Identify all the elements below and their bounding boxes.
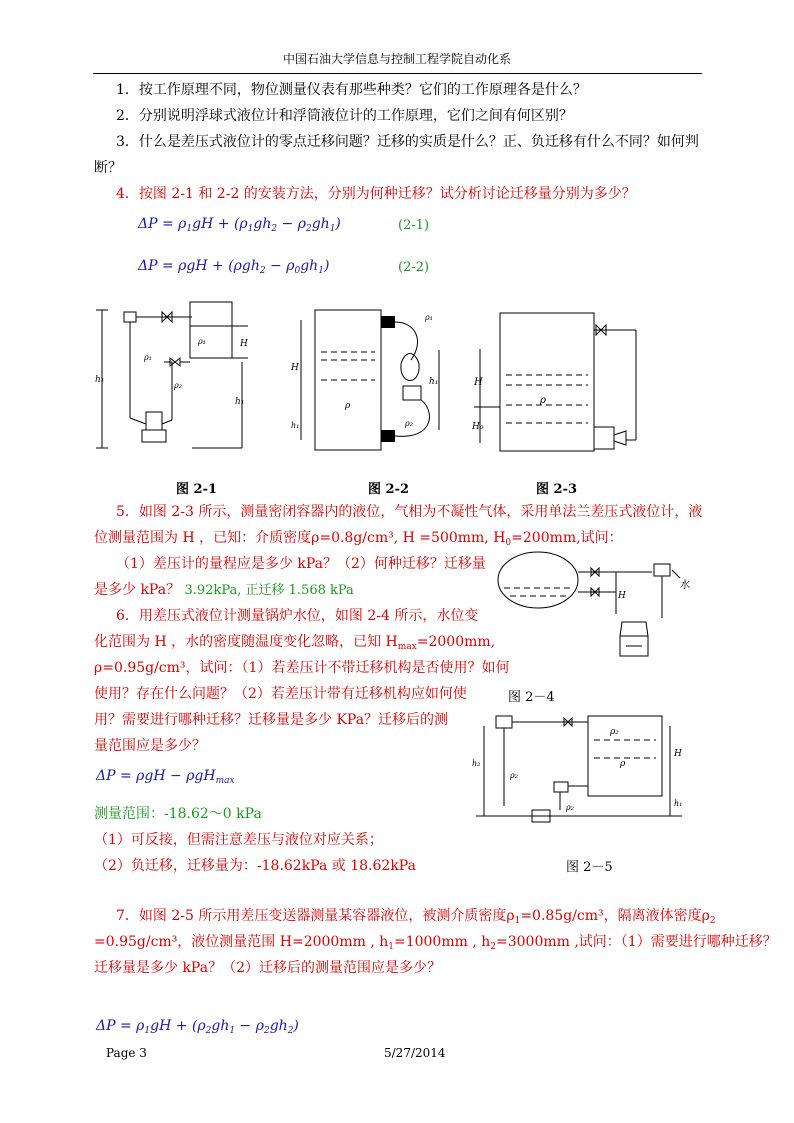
figure-2-1-diagram — [92, 300, 262, 460]
svg-text:H: H — [674, 749, 682, 759]
equation-2-1-label: (2-1) — [398, 218, 430, 233]
figure-2-4-diagram — [496, 548, 696, 678]
figure-2-4-water-label: 水 — [680, 580, 690, 591]
question-6-answer-1: （1）可反接，但需注意差压与液位对应关系； — [94, 832, 383, 848]
question-5-line3: （1）差压计的量程应是多少 kPa？（2）何种迁移？迁移量 — [116, 556, 486, 572]
svg-text:H: H — [240, 339, 248, 349]
question-6-line4: 使用？存在什么问题？（2）若差压计带有迁移机构应如何使 — [94, 686, 467, 702]
question-6-range: 测量范围：-18.62～0 kPa — [94, 806, 262, 822]
question-6-line3: ρ=0.95g/cm³，试问：（1）若差压计不带迁移机构是否使用？如何 — [94, 660, 510, 676]
question-2: 2．分别说明浮球式液位计和浮筒液位计的工作原理，它们之间有何区别？ — [116, 108, 573, 124]
question-1: 1．按工作原理不同，物位测量仪表有那些种类？它们的工作原理各是什么？ — [116, 82, 587, 98]
svg-text:ρ: ρ — [620, 759, 626, 769]
svg-text:h₁: h₁ — [95, 375, 105, 385]
svg-text:ρ: ρ — [540, 395, 546, 406]
svg-text:h₁: h₁ — [674, 799, 683, 808]
svg-text:ρ₂: ρ₂ — [510, 771, 518, 780]
equation-2-1: $\Delta P = \rho_1gH + (\rho_1gh_2 - \rho_2gh_1)$ — [138, 216, 341, 234]
question-7-line3: 迁移量是多少 kPa？（2）迁移后的测量范围应是多少？ — [94, 960, 441, 976]
figure-2-2-diagram — [285, 300, 455, 460]
svg-text:ρ₂: ρ₂ — [405, 419, 413, 428]
figure-2-4-caption: 图 2－4 — [508, 690, 555, 705]
question-5-answer: 3.92kPa, 正迁移 1.568 kPa — [184, 583, 354, 598]
question-3-line1: 3．什么是差压式液位计的零点迁移问题？迁移的实质是什么？正、负迁移有什么不同？如何判 — [116, 134, 699, 150]
footer-date: 5/27/2014 — [384, 1046, 446, 1060]
question-5-line1: 5．如图 2-3 所示，测量密闭容器内的液位，气相为不凝性气体，采用单法兰差压式液位计，液 — [116, 504, 703, 520]
question-6-answer-2: （2）负迁移，迁移量为：-18.62kPa 或 18.62kPa — [94, 858, 416, 874]
svg-text:H: H — [291, 363, 299, 373]
svg-text:h₁: h₁ — [429, 377, 439, 387]
question-5-line4: 是多少 kPa？ 3.92kPa, 正迁移 1.568 kPa — [94, 582, 354, 598]
question-6-line2: 化范围为 H ，水的密度随温度变化忽略，已知 $H_{max}=2000mm$, — [94, 634, 496, 652]
question-5-line2: 位测量范围为 H ，已知：介质密度ρ=0.8g/cm³, H =500mm, $H_0=200mm$,试问： — [94, 530, 623, 548]
svg-text:ρ₂: ρ₂ — [610, 727, 619, 737]
svg-text:ρ₂: ρ₂ — [174, 381, 182, 390]
svg-text:H: H — [618, 591, 626, 601]
question-6-line6: 量范围应是多少？ — [94, 738, 206, 754]
footer-page: Page 3 — [106, 1046, 147, 1060]
svg-text:h₁: h₁ — [291, 421, 300, 430]
equation-q7: $\Delta P = \rho_1gH + (\rho_2gh_1 - \rho_2gh_2)$ — [96, 1018, 299, 1036]
question-7-line1: 7．如图 2-5 所示用差压变送器测量某容器液位，被测介质密度$\rho_1=0.85g$/cm³，隔离液体密度$\rho_2$ — [116, 908, 716, 926]
figure-2-1-caption: 图 2-1 — [176, 482, 218, 497]
question-6-line5: 用？需要进行哪种迁移？迁移量是多少 KPa？迁移后的测 — [94, 712, 449, 728]
page-header: 中国石油大学信息与控制工程学院自动化系 — [282, 52, 511, 66]
question-6-line1: 6．用差压式液位计测量锅炉水位，如图 2-4 所示，水位变 — [116, 608, 479, 624]
figure-2-3-caption: 图 2-3 — [536, 482, 578, 497]
equation-2-2: $\Delta P = \rho gH + (\rho gh_2 - \rho_0gh_1)$ — [138, 258, 330, 276]
svg-text:H: H — [474, 377, 483, 388]
equation-q6: ΔP = ρgH − ρgH$_{max}$ — [96, 768, 235, 786]
svg-text:h₁: h₁ — [235, 397, 245, 407]
header-rule — [93, 73, 702, 74]
figure-2-5-caption: 图 2－5 — [566, 860, 613, 875]
question-7-line2: =0.95g/cm³，液位测量范围 H=2000mm , $h_1=1000mm$ , $h_2=3000mm$ ,试问：（1）需要进行哪种迁移？ — [94, 934, 777, 952]
figure-2-3-diagram — [466, 305, 646, 465]
figure-2-2-caption: 图 2-2 — [368, 482, 410, 497]
svg-text:ρ₂: ρ₂ — [566, 803, 574, 812]
svg-text:ρ: ρ — [345, 401, 351, 411]
svg-text:h₂: h₂ — [472, 759, 481, 768]
svg-text:ρ₁: ρ₁ — [144, 353, 152, 362]
svg-text:H₀: H₀ — [472, 422, 484, 432]
question-4: 4．按图 2-1 和 2-2 的安装方法，分别为何种迁移？试分析讨论迁移量分别为多少？ — [116, 186, 636, 202]
svg-text:ρ₁: ρ₁ — [425, 313, 433, 322]
equation-2-2-label: (2-2) — [398, 260, 430, 275]
svg-text:ρ₁: ρ₁ — [198, 337, 206, 346]
question-3-line2: 断？ — [94, 160, 122, 176]
figure-2-5-diagram — [470, 706, 690, 836]
